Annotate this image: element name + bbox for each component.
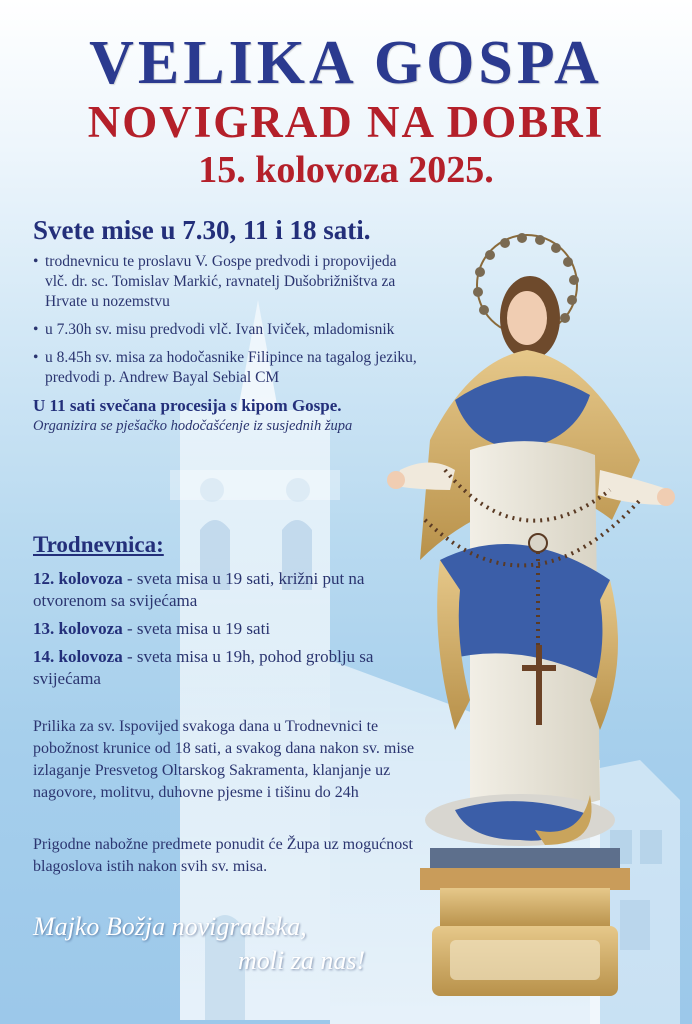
procession-note: Organizira se pješačko hodočašćenje iz susjednih župa [33,418,353,434]
day-text: - sveta misa u 19 sati, križni put na otvorenom sa svijećama [33,569,365,610]
prayer-text [33,910,365,978]
day-date: 13. kolovoza [33,619,123,638]
poster-date: 15. kolovoza 2025. [198,149,494,191]
prayer-line-2: moli za nas! [238,946,366,975]
trodnevnica-days [33,568,393,696]
poster-title: VELIKA GOSPA [89,29,603,97]
poster-place: NOVIGRAD NA DOBRI [87,97,605,147]
day-text: - sveta misa u 19h, pohod groblju sa svijećama [33,647,374,688]
day-date: 12. kolovoza [33,569,123,588]
list-item: • u 8.45h sv. misa za hodočasnike Filipince na tagalog jeziku, predvodi p. Andrew Bayal Sebial CM [33,348,423,388]
procession-text: U 11 sati svečana procesija s kipom Gospe. [33,396,342,415]
day-text: - sveta misa u 19 sati [122,619,271,638]
masses-section [33,215,423,435]
list-item [33,646,393,690]
list-item: • u 7.30h sv. misu predvodi vlč. Ivan Iviček, mladomisnik [33,320,423,340]
masses-bullet-list [33,252,423,388]
prayer-line-1: Majko Božja novigradska, [33,912,307,941]
confession-paragraph: Prilika za sv. Ispovijed svakoga dana u Trodnevnici te pobožnost krunice od 18 sati, a svakog dana nakon sv. mise izlaganje Presvetog Oltarskog Sakramenta, klanjanje uz nagovore, molitvu, duhovne pjesme i tišinu do 24h [33,718,415,801]
list-item [33,568,393,612]
list-item [33,618,393,640]
devotional-items-paragraph: Prigodne nabožne predmete ponudit će Župa uz mogućnost blagoslova istih nakon svih sv. misa. [33,836,413,875]
list-item: • trodnevnicu te proslavu V. Gospe predvodi i propovijeda vlč. dr. sc. Tomislav Markić, ravnatelj Dušobrižništva za Hrvate u nozemstvu [33,252,423,312]
masses-heading: Svete mise u 7.30, 11 i 18 sati. [33,215,371,245]
trodnevnica-heading: Trodnevnica: [33,532,164,557]
day-date: 14. kolovoza [33,647,123,666]
